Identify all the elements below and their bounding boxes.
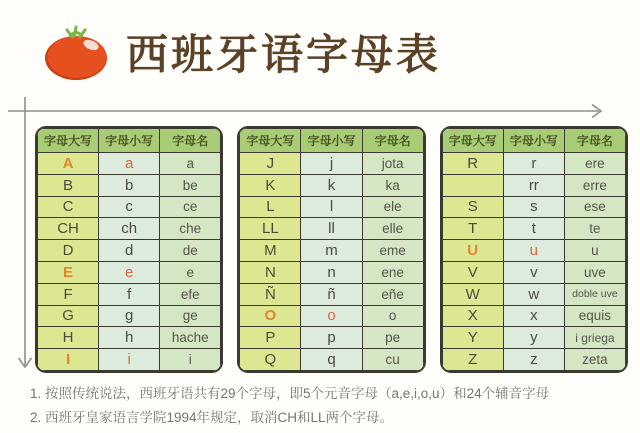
table-row [442,327,625,349]
alphabet-tables [35,126,628,373]
column-header: 字母大写 [240,129,301,153]
alphabet-table-3 [440,126,628,373]
table-row [240,349,423,371]
lowercase-cell: q [301,349,362,371]
lowercase-cell: a [99,153,160,175]
uppercase-cell: J [240,153,301,175]
uppercase-cell: G [38,305,99,327]
lowercase-cell: t [503,218,564,240]
name-cell: ele [362,196,423,218]
table-row [38,349,221,371]
table-row [442,153,625,175]
table-row [240,305,423,327]
lowercase-cell: x [503,305,564,327]
uppercase-cell: D [38,240,99,262]
column-header: 字母小写 [503,129,564,153]
table-row [240,261,423,283]
name-cell: ese [564,196,625,218]
column-header: 字母小写 [301,129,362,153]
table-row [442,218,625,240]
lowercase-cell: n [301,261,362,283]
lowercase-cell: ll [301,218,362,240]
uppercase-cell: K [240,174,301,196]
lowercase-cell: z [503,349,564,371]
uppercase-cell: X [442,305,503,327]
column-header: 字母名 [160,129,221,153]
uppercase-cell: M [240,240,301,262]
name-cell: uve [564,261,625,283]
lowercase-cell: b [99,174,160,196]
uppercase-cell: C [38,196,99,218]
name-cell: ge [160,305,221,327]
name-cell: ka [362,174,423,196]
uppercase-cell: F [38,283,99,305]
table-row [240,153,423,175]
footnote-1: 1. 按照传统说法，西班牙语共有29个字母，即5个元音字母（a,e,i,o,u）和24个辅音字母 [30,386,550,401]
table-row [442,349,625,371]
uppercase-cell: S [442,196,503,218]
column-header: 字母名 [564,129,625,153]
name-cell: ce [160,196,221,218]
uppercase-cell: V [442,261,503,283]
column-header: 字母小写 [99,129,160,153]
lowercase-cell: m [301,240,362,262]
table-row [38,327,221,349]
page-title: 西班牙语字母表 [126,31,442,78]
column-header: 字母大写 [38,129,99,153]
lowercase-cell: ch [99,218,160,240]
lowercase-cell: o [301,305,362,327]
uppercase-cell: R [442,153,503,175]
uppercase-cell: A [38,153,99,175]
name-cell: ere [564,153,625,175]
name-cell: a [160,153,221,175]
lowercase-cell: h [99,327,160,349]
name-cell: zeta [564,349,625,371]
table-row [240,196,423,218]
uppercase-cell: I [38,349,99,371]
lowercase-cell: k [301,174,362,196]
lowercase-cell: rr [503,174,564,196]
table-row [240,218,423,240]
lowercase-cell: d [99,240,160,262]
uppercase-cell: Z [442,349,503,371]
alphabet-table-1 [35,126,223,373]
name-cell: hache [160,327,221,349]
name-cell: pe [362,327,423,349]
name-cell: be [160,174,221,196]
uppercase-cell: Ñ [240,283,301,305]
uppercase-cell: L [240,196,301,218]
table-row [442,196,625,218]
table-row [38,153,221,175]
table-row [38,174,221,196]
column-header: 字母大写 [442,129,503,153]
name-cell: u [564,240,625,262]
uppercase-cell: Y [442,327,503,349]
name-cell: eñe [362,283,423,305]
table-row [442,261,625,283]
page-header [42,24,441,82]
lowercase-cell: v [503,261,564,283]
table-row [38,261,221,283]
table-row [442,174,625,196]
name-cell: i [160,349,221,371]
alphabet-table-2 [237,126,425,373]
uppercase-cell: CH [38,218,99,240]
name-cell: ene [362,261,423,283]
uppercase-cell: E [38,261,99,283]
uppercase-cell: Q [240,349,301,371]
footnote-2: 2. 西班牙皇家语言学院1994年规定，取消CH和LL两个字母。 [30,410,394,425]
lowercase-cell: w [503,283,564,305]
table-row [240,327,423,349]
name-cell: doble uve [564,283,625,305]
name-cell: equis [564,305,625,327]
alphabet-table-grid [239,128,423,371]
uppercase-cell: LL [240,218,301,240]
name-cell: de [160,240,221,262]
name-cell: cu [362,349,423,371]
name-cell: che [160,218,221,240]
lowercase-cell: c [99,196,160,218]
table-row [442,240,625,262]
name-cell: o [362,305,423,327]
uppercase-cell: W [442,283,503,305]
table-row [38,196,221,218]
lowercase-cell: s [503,196,564,218]
table-row [442,283,625,305]
uppercase-cell: O [240,305,301,327]
alphabet-table-grid [37,128,221,371]
lowercase-cell: r [503,153,564,175]
name-cell: i griega [564,327,625,349]
lowercase-cell: l [301,196,362,218]
lowercase-cell: y [503,327,564,349]
name-cell: efe [160,283,221,305]
uppercase-cell: U [442,240,503,262]
lowercase-cell: e [99,261,160,283]
uppercase-cell: N [240,261,301,283]
table-row [38,218,221,240]
table-row [442,305,625,327]
table-row [38,283,221,305]
tomato-icon [42,24,110,82]
name-cell: e [160,261,221,283]
uppercase-cell: T [442,218,503,240]
down-arrowhead-icon [19,358,32,367]
uppercase-cell: H [38,327,99,349]
uppercase-cell [442,174,503,196]
lowercase-cell: g [99,305,160,327]
table-row [240,174,423,196]
name-cell: te [564,218,625,240]
lowercase-cell: f [99,283,160,305]
footnotes [30,382,549,430]
alphabet-table-grid [442,128,626,371]
name-cell: eme [362,240,423,262]
table-row [38,305,221,327]
table-row [240,283,423,305]
uppercase-cell: P [240,327,301,349]
table-row [38,240,221,262]
uppercase-cell: B [38,174,99,196]
column-header: 字母名 [362,129,423,153]
name-cell: elle [362,218,423,240]
lowercase-cell: j [301,153,362,175]
name-cell: jota [362,153,423,175]
name-cell: erre [564,174,625,196]
table-row [240,240,423,262]
lowercase-cell: i [99,349,160,371]
lowercase-cell: u [503,240,564,262]
lowercase-cell: p [301,327,362,349]
lowercase-cell: ñ [301,283,362,305]
right-arrowhead-icon [592,105,601,118]
